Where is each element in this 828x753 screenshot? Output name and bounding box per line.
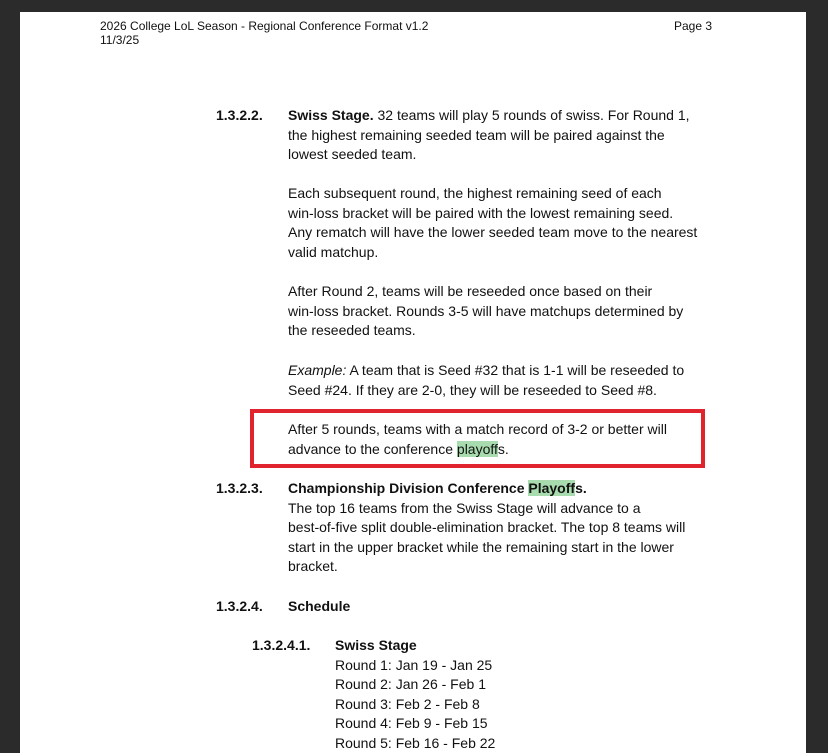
text-line: valid matchup. — [288, 243, 379, 260]
swiss-stage-paragraph-2 — [288, 184, 697, 262]
document-page — [20, 12, 806, 753]
section-number: 1.3.2.4. — [216, 598, 263, 614]
text-line: The top 16 teams from the Swiss Stage will advance to a — [288, 499, 641, 516]
section-heading: Championship Division Conference — [288, 480, 529, 496]
section-number: 1.3.2.3. — [216, 480, 263, 496]
header-date: 11/3/25 — [100, 33, 140, 47]
text-fragment: s. — [575, 480, 587, 496]
swiss-stage-paragraph-3 — [288, 282, 683, 341]
text-line: win-loss bracket. Rounds 3-5 will have matchups determined by — [288, 302, 684, 319]
schedule-round: Round 2: Jan 26 - Feb 1 — [335, 676, 486, 693]
text-line: start in the upper bracket while the remaining start in the lower — [288, 538, 674, 555]
section-heading: Swiss Stage. — [288, 107, 374, 123]
text-line: Seed #24. If they are 2-0, they will be reseeded to Seed #8. — [288, 381, 657, 398]
swiss-stage-example — [288, 361, 684, 400]
text-line: win-loss bracket will be paired with the lowest remaining seed. — [288, 204, 674, 221]
playoffs-paragraph — [288, 479, 685, 577]
text-line: Any rematch will have the lower seeded team move to the nearest — [288, 224, 698, 241]
text-fragment: s. — [497, 440, 509, 457]
viewer-top-bar — [0, 0, 828, 12]
section-heading: Schedule — [288, 598, 351, 614]
search-highlight: playoff — [456, 440, 498, 457]
text-line: 32 teams will play 5 rounds of swiss. For Round 1, — [373, 107, 690, 123]
header-page-number: Page 3 — [674, 19, 713, 33]
schedule-round: Round 4: Feb 9 - Feb 15 — [335, 715, 488, 732]
search-highlight: Playoff — [528, 480, 576, 496]
text-line: the reseeded teams. — [288, 322, 416, 339]
swiss-stage-schedule — [335, 636, 495, 753]
text-line: A team that is Seed #32 that is 1-1 will be reseeded to — [346, 362, 685, 378]
schedule-round: Round 5: Feb 16 - Feb 22 — [335, 734, 496, 751]
section-heading: Swiss Stage — [335, 637, 417, 653]
schedule-round: Round 3: Feb 2 - Feb 8 — [335, 695, 480, 712]
schedule-round: Round 1: Jan 19 - Jan 25 — [335, 656, 493, 673]
text-line: After 5 rounds, teams with a match record of 3-2 or better will — [288, 421, 667, 437]
text-line: best-of-five split double-elimination bracket. The top 8 teams will — [288, 519, 686, 536]
example-label: Example: — [288, 362, 347, 378]
text-line: After Round 2, teams will be reseeded once based on their — [288, 283, 653, 299]
swiss-stage-paragraph-1 — [288, 106, 690, 165]
section-number: 1.3.2.4.1. — [252, 637, 311, 653]
text-line: Each subsequent round, the highest remaining seed of each — [288, 185, 662, 201]
text-line: bracket. — [288, 558, 338, 575]
section-number: 1.3.2.2. — [216, 107, 263, 123]
header-title: 2026 College LoL Season - Regional Conference Format v1.2 — [100, 19, 429, 33]
text-line: lowest seeded team. — [288, 146, 417, 163]
annotation-highlight-box — [250, 409, 705, 468]
text-line: the highest remaining seeded team will be paired against the — [288, 126, 665, 143]
text-fragment: advance to the conference — [288, 440, 457, 457]
